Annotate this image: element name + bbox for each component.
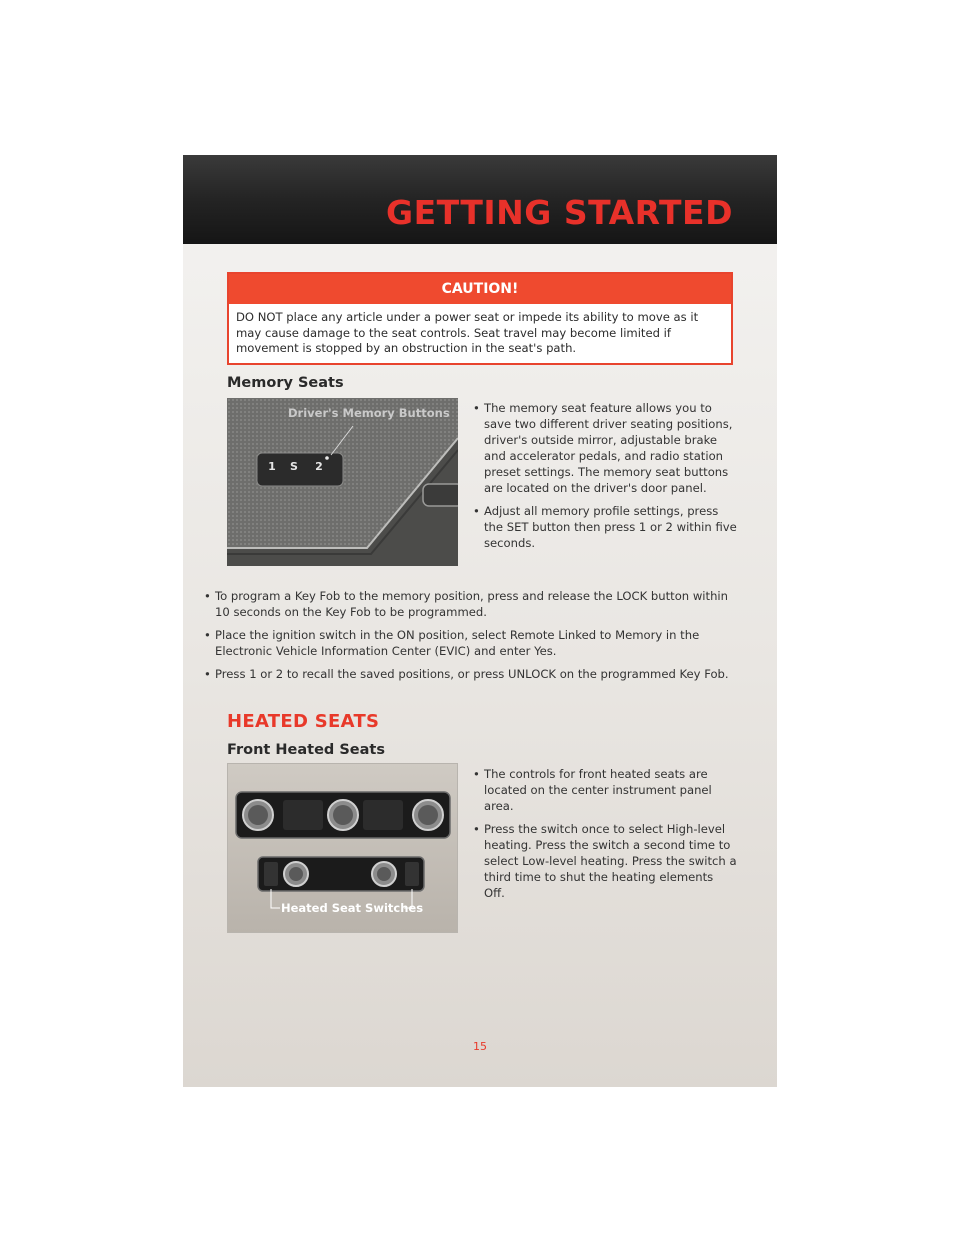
list-item: • To program a Key Fob to the memory position, press and release the LOCK button within 10 seconds on the Key Fob to be programmed. [204,589,728,619]
door-panel-illustration [227,398,458,566]
image-callout-label: Driver's Memory Buttons [288,406,450,420]
caution-box [227,272,733,365]
manual-page [183,155,777,1087]
heated-seat-switches-image [227,763,458,933]
list-item: • The memory seat feature allows you to save two different driver seating positions, driver's outside mirror, adjustable brake and accelerator pedals, and radio station preset settings. The memory seat buttons are located on the driver's door panel. [473,401,733,495]
front-heated-seats-heading: Front Heated Seats [227,742,385,758]
memory-button-2: 2 [315,460,323,473]
section-header-title: GETTING STARTED [385,193,733,232]
page-number: 15 [473,1040,487,1053]
list-item: • Press the switch once to select High-level heating. Press the switch a second time to select Low-level heating. Press the switch a third time to shut the heating elements Off. [473,822,737,900]
memory-button-set: S [290,460,298,473]
memory-button-1: 1 [268,460,276,473]
bullet-mark: • [473,767,480,781]
memory-side-bullets [471,400,737,558]
heated-seats-bullets [471,766,737,908]
heated-seats-section-title: HEATED SEATS [227,711,380,732]
memory-buttons-image [227,398,458,566]
bullet-mark: • [204,628,211,642]
memory-seats-heading: Memory Seats [227,375,344,391]
page-header [183,155,777,244]
bullet-mark: • [204,667,211,681]
list-item: • Press 1 or 2 to recall the saved positions, or press UNLOCK on the programmed Key Fob. [204,667,729,681]
bullet-mark: • [473,504,480,518]
caution-text: DO NOT place any article under a power seat or impede its ability to move as it may cause damage to the seat controls. Seat travel may become limited if movement is stopped by an obstruction in the seat's path. [236,310,699,356]
list-item: • Place the ignition switch in the ON position, select Remote Linked to Memory in the Electronic Vehicle Information Center (EVIC) and enter Yes. [204,628,700,658]
list-item: • Adjust all memory profile settings, press the SET button then press 1 or 2 within five seconds. [473,504,737,550]
bullet-mark: • [473,401,480,415]
caution-title: CAUTION! [229,274,731,304]
memory-bullets [202,588,732,689]
list-item: • The controls for front heated seats are located on the center instrument panel area. [473,767,712,813]
bullet-mark: • [473,822,480,836]
image-callout-label: Heated Seat Switches [281,901,424,915]
bullet-mark: • [204,589,211,603]
